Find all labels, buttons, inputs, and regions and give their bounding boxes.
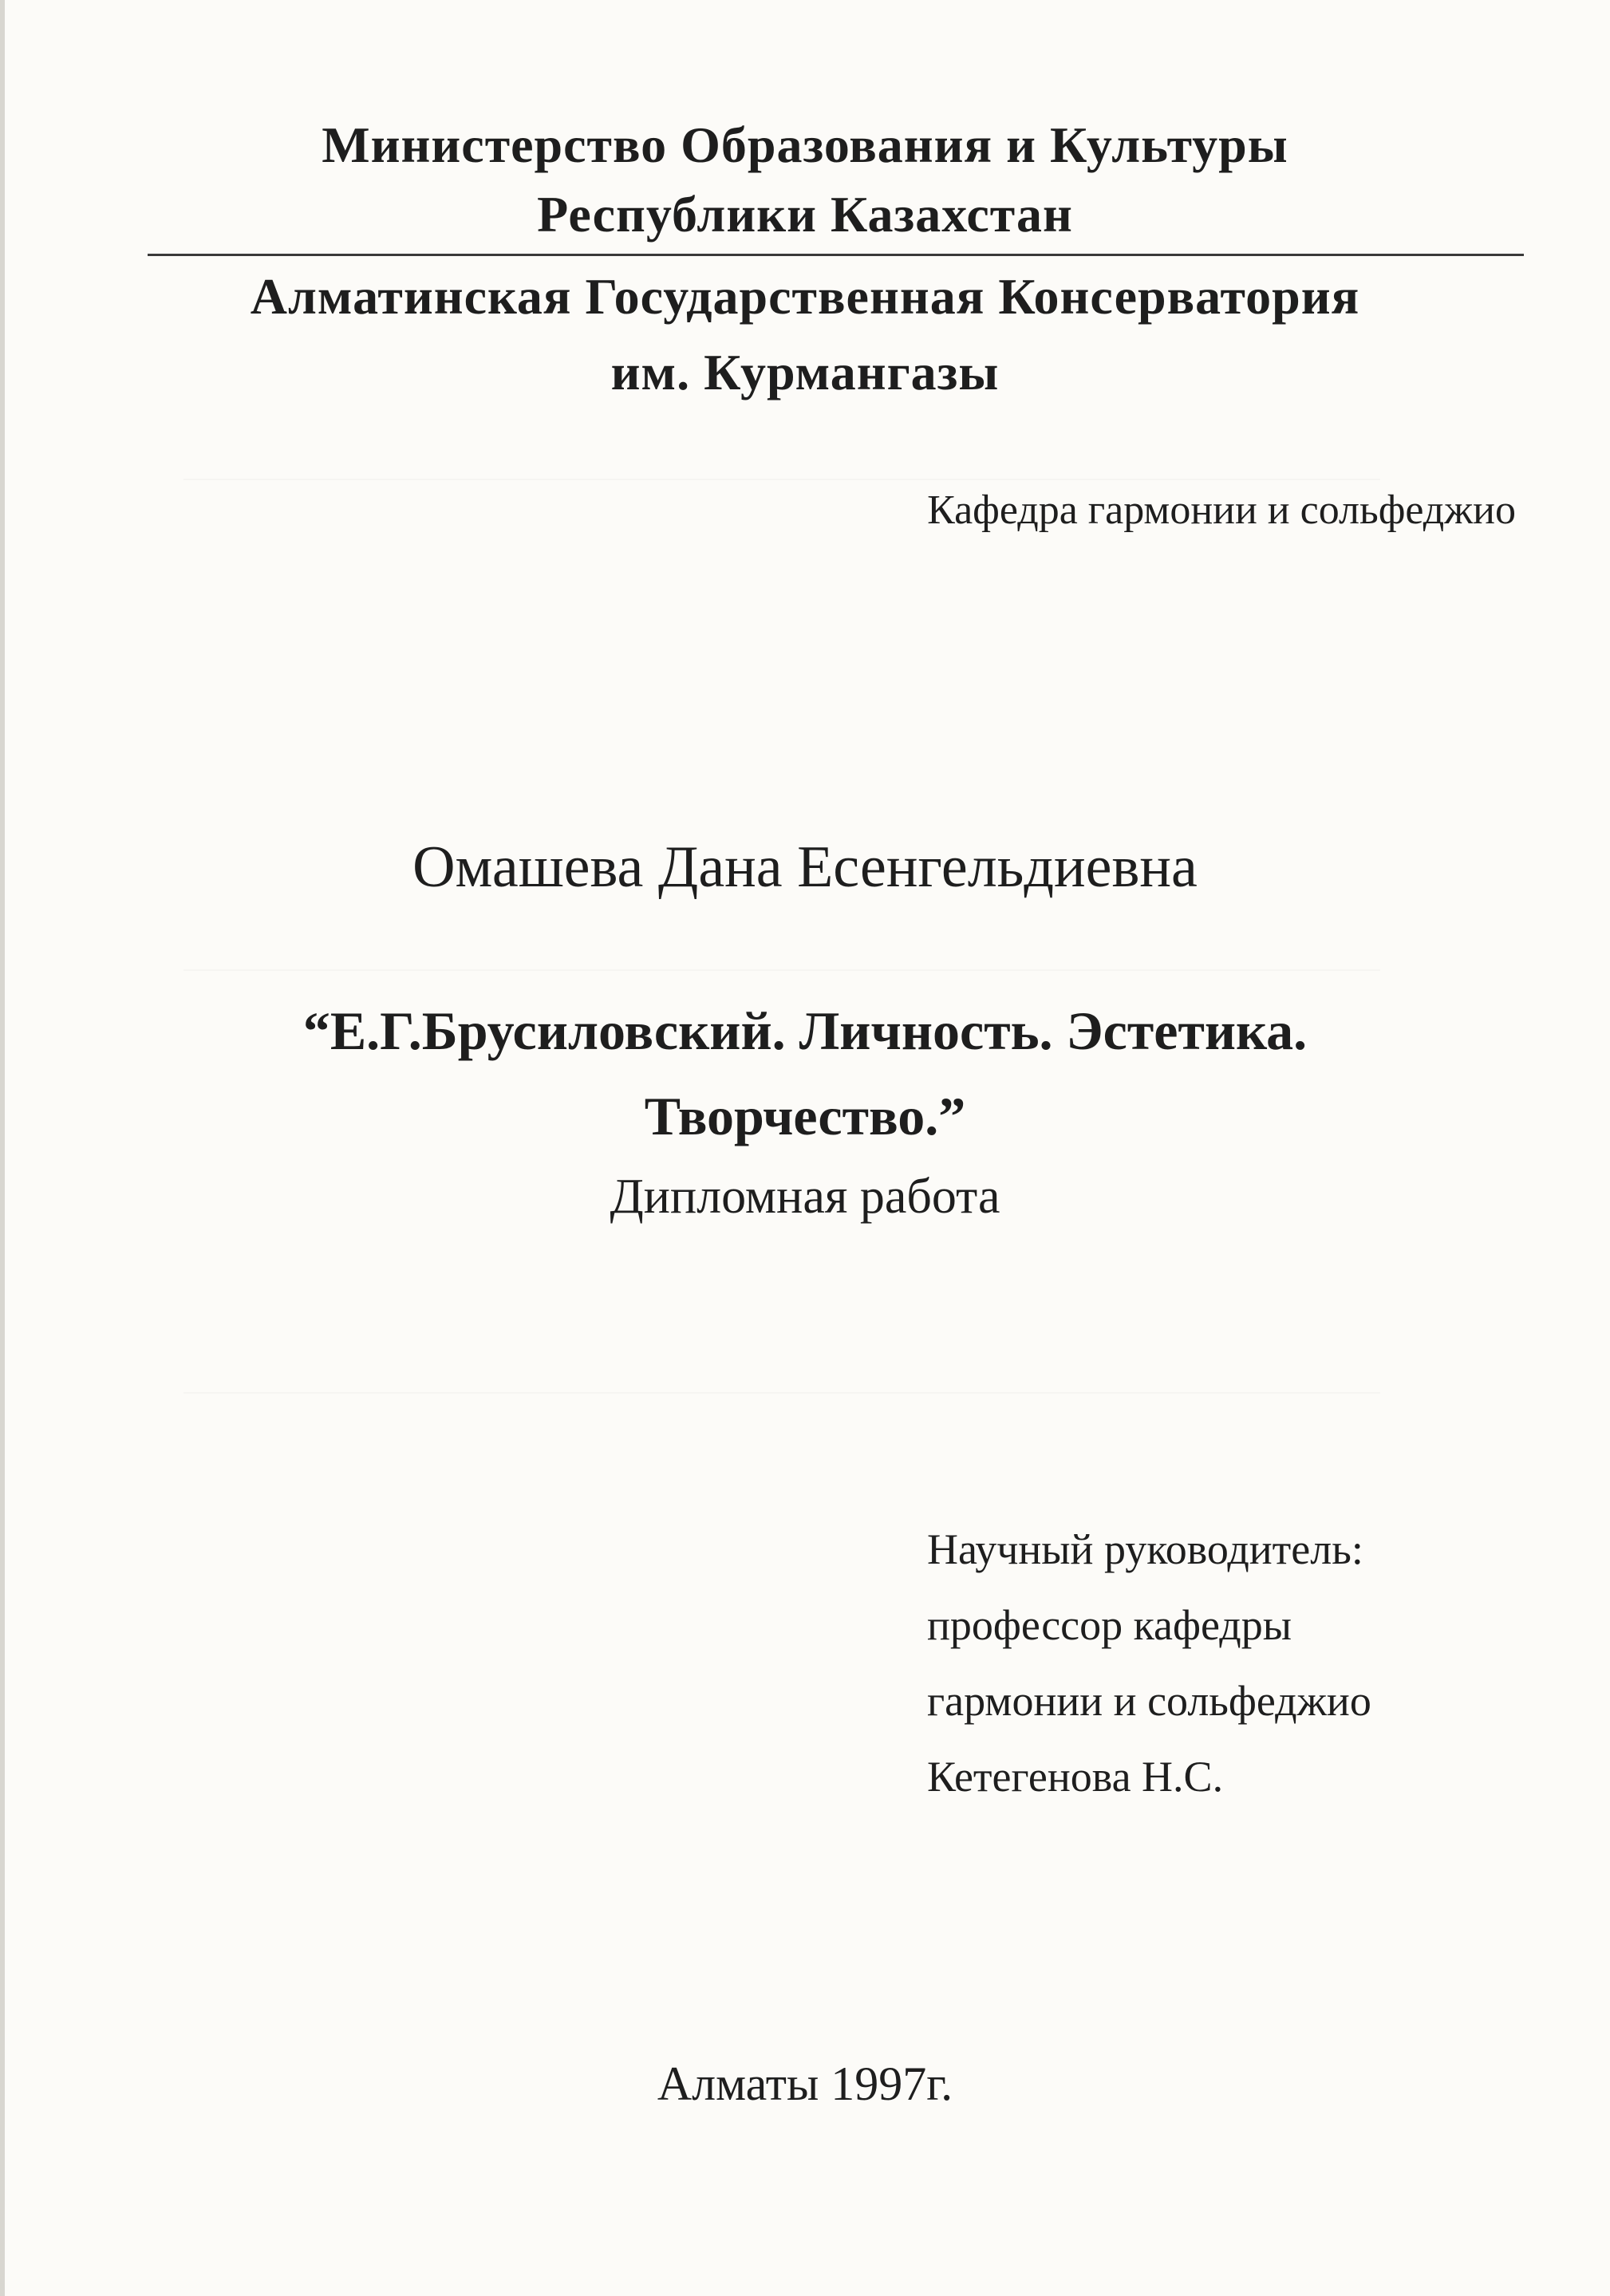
- supervisor-name: Кетегенова Н.С.: [927, 1753, 1224, 1801]
- thesis-title-line-1: “Е.Г.Брусиловский. Личность. Эстетика.: [302, 1000, 1308, 1061]
- bleed-through-line: [183, 969, 1380, 971]
- supervisor-label: Научный руководитель:: [927, 1525, 1363, 1573]
- supervisor-position-line-2: гармонии и сольфеджио: [927, 1677, 1371, 1725]
- ministry-line-1: Министерство Образования и Культуры: [322, 116, 1288, 173]
- header-divider: [148, 254, 1524, 256]
- institution-line-1: Алматинская Государственная Консерватория: [250, 268, 1360, 325]
- bleed-through-line: [183, 1392, 1380, 1394]
- city-year: Алматы 1997г.: [657, 2057, 953, 2110]
- work-type: Дипломная работа: [610, 1170, 1000, 1224]
- thesis-title-line-2: Творчество.”: [644, 1086, 966, 1146]
- author-name: Омашева Дана Есенгельдиевна: [412, 834, 1198, 900]
- institution-line-2: им. Курмангазы: [610, 344, 1000, 400]
- bleed-through-line: [183, 479, 1380, 480]
- supervisor-block: [927, 1512, 1581, 1815]
- department: Кафедра гармонии и сольфеджио: [927, 487, 1516, 533]
- ministry-line-2: Республики Казахстан: [537, 186, 1073, 243]
- supervisor-position-line-1: профессор кафедры: [927, 1601, 1292, 1649]
